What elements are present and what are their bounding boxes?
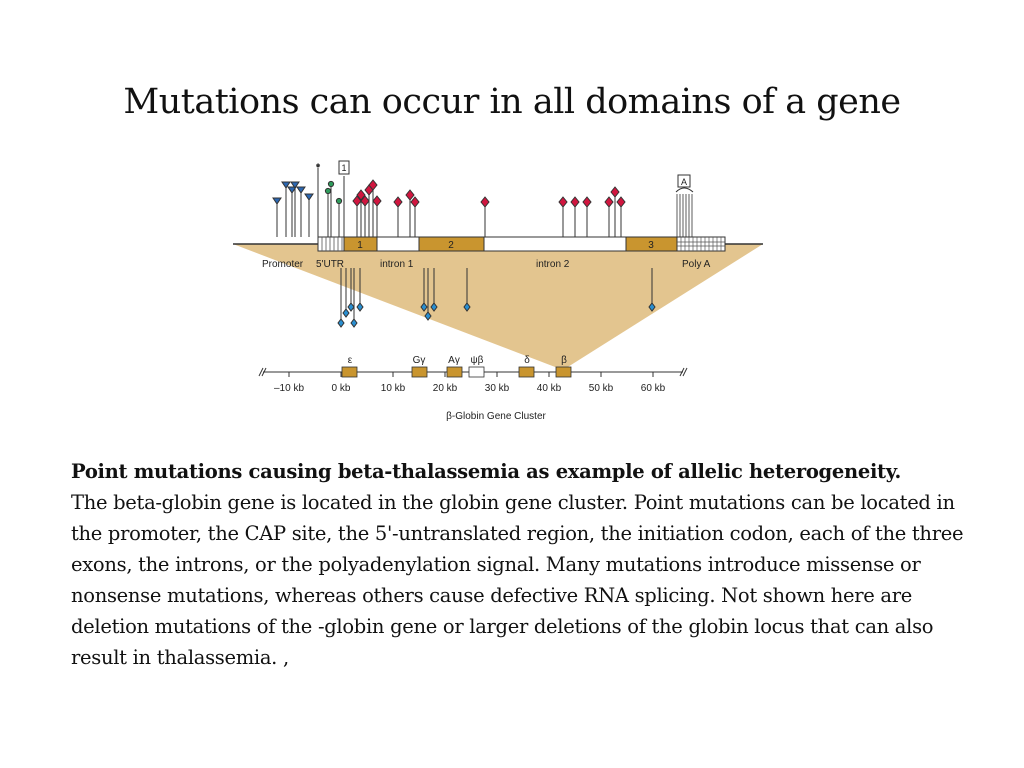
caption-lead: Point mutations causing beta-thalassemia as example of allelic heterogeneity. [71, 460, 902, 483]
tick-label: 60 kb [640, 383, 666, 394]
gene-label-epsilon: ε [347, 355, 353, 366]
gene-g-gamma [412, 367, 427, 377]
gene-label-g-gamma: Gγ [412, 355, 426, 366]
exon2-mutations [394, 190, 489, 237]
beta-globin-gene-diagram [225, 158, 770, 428]
gene-label-a-gamma: Aγ [448, 355, 460, 366]
tick-label: 30 kb [484, 383, 510, 394]
gene-label-delta: δ [524, 355, 530, 366]
exon3-mutations [559, 187, 625, 237]
intron-1 [377, 237, 419, 251]
tick-label: 0 kb [331, 383, 351, 394]
tick-label: 40 kb [536, 383, 562, 394]
gene-delta [519, 367, 534, 377]
region-label-polya: Poly A [682, 259, 711, 270]
gene-label-psi-beta: ψβ [470, 355, 484, 366]
svg-text:*: * [316, 163, 320, 172]
promoter-mutations [273, 182, 313, 237]
caption-body: The beta-globin gene is located in the globin gene cluster. Point mutations can be located in the promoter, the CAP site, the 5'-untranslated region, the initiation codon, each of the three exons, the introns, or the polyadenylation signal. Many mutations introduce missense or nonsense mutations, whereas others cause defective RNA splicing. Not shown here are deletion mutations of the -globin gene or larger deletions of the globin locus that can also result in thalassemia. , [71, 491, 964, 669]
caption-paragraph [71, 456, 971, 673]
region-label-intron1: intron 1 [380, 259, 414, 270]
utr5-mutations [325, 181, 341, 237]
cap-site-mutation [316, 163, 319, 237]
cluster-tick-labels [274, 383, 666, 394]
exon-label-1: 1 [357, 240, 363, 251]
gene-structure [318, 237, 725, 251]
gene-beta [556, 367, 571, 377]
region-label-promoter: Promoter [262, 259, 304, 270]
polya-signal-mutations [676, 175, 693, 237]
exon-label-3: 3 [648, 240, 654, 251]
tick-label: 10 kb [380, 383, 406, 394]
tick-label: 50 kb [588, 383, 614, 394]
cluster-title: β-Globin Gene Cluster [446, 411, 546, 422]
gene-epsilon [342, 367, 357, 377]
tick-label: –10 kb [273, 383, 305, 394]
exon-label-2: 2 [448, 240, 454, 251]
exon1-mutations [353, 180, 381, 237]
tick-label: 20 kb [432, 383, 458, 394]
region-label-intron2: intron 2 [536, 259, 570, 270]
gene-a-gamma [447, 367, 462, 377]
intron-2 [484, 237, 626, 251]
region-label-utr5: 5'UTR [316, 259, 345, 270]
gene-label-beta: β [561, 355, 567, 366]
gene-psi-beta [469, 367, 484, 377]
cap-box-label: 1 [341, 163, 347, 173]
polya-box-label: A [680, 177, 688, 187]
slide-title: Mutations can occur in all domains of a gene [123, 82, 901, 122]
